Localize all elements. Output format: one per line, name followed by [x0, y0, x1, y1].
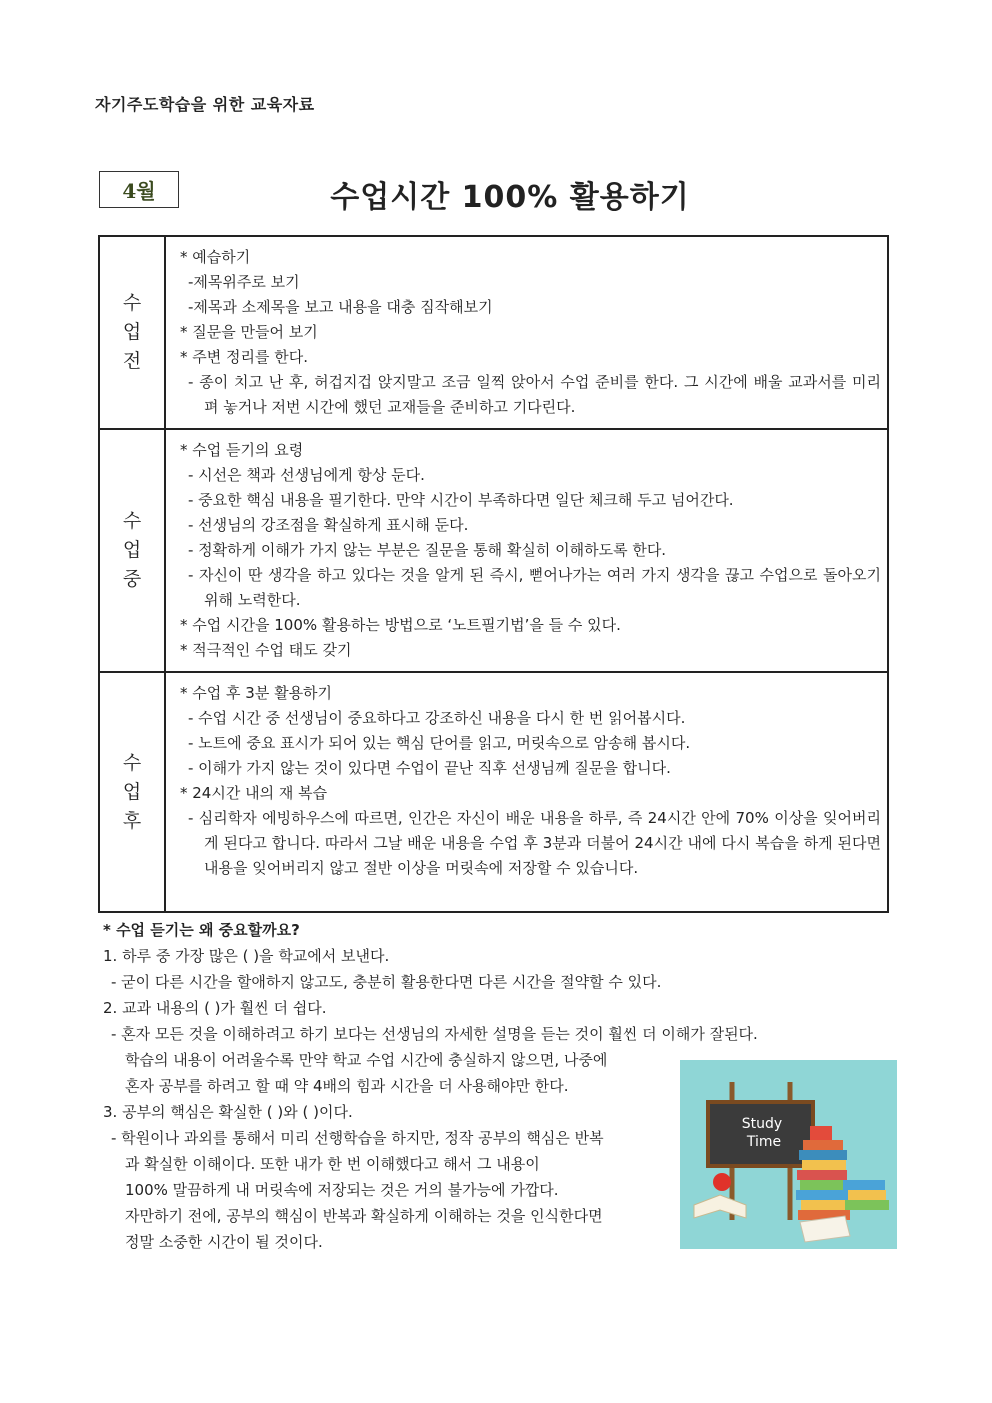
- section-heading: * 수업 듣기는 왜 중요할까요?: [103, 921, 300, 939]
- list-item: - 종이 치고 난 후, 허겁지겁 앉지말고 조금 일찍 앉아서 수업 준비를 한다. 그 시간에 배울 교과서를 미리 펴 놓거나 저번 시간에 했던 교재들을 준비하고 기다린다.: [188, 373, 881, 416]
- list-item: - 노트에 중요 표시가 되어 있는 핵심 단어를 읽고, 머릿속으로 암송해 봅시다.: [188, 734, 691, 752]
- section-content-after: [165, 672, 888, 912]
- list-item: * 주변 정리를 한다.: [180, 348, 309, 366]
- list-item: - 정확하게 이해가 가지 않는 부분은 질문을 통해 확실히 이해하도록 한다.: [188, 541, 667, 559]
- book-icon: [845, 1200, 889, 1210]
- book-icon: [799, 1150, 847, 1160]
- month-label: 4월: [99, 171, 179, 208]
- section-label-after: 수 업 후: [99, 672, 165, 912]
- list-item: * 수업 시간을 100% 활용하는 방법으로 ‘노트필기법’을 들 수 있다.: [180, 616, 621, 634]
- list-item: -제목위주로 보기: [188, 273, 300, 291]
- list-item: 과 확실한 이해이다. 또한 내가 한 번 이해했다고 해서 그 내용이: [125, 1155, 540, 1173]
- book-icon: [803, 1140, 843, 1150]
- section-label-before: 수 업 전: [99, 236, 165, 429]
- page-title: 수업시간 100% 활용하기: [330, 180, 690, 215]
- list-item: - 자신이 딴 생각을 하고 있다는 것을 알게 된 즉시, 뻗어나가는 여러 가지 생각을 끊고 수업으로 돌아오기 위해 노력한다.: [188, 566, 881, 609]
- book-icon: [802, 1160, 846, 1170]
- list-item: 학습의 내용이 어려울수록 만약 학교 수업 시간에 충실하지 않으면, 나중에: [125, 1051, 608, 1069]
- mug-icon: [810, 1126, 832, 1140]
- apple-icon: [713, 1173, 731, 1191]
- list-item: - 심리학자 에빙하우스에 따르면, 인간은 자신이 배운 내용을 하루, 즉 24시간 안에 70% 이상을 잊어버리게 된다고 합니다. 따라서 그날 배운 내용을 수업 후 3분과 더불어 24시간 내에 다시 복습을 하게 된다면 내용을 잊어버리지 않고 절반 이상을 머릿속에 저장할 수 있습니다.: [188, 809, 881, 877]
- book-icon: [796, 1190, 848, 1200]
- study-table: [98, 235, 889, 913]
- list-item: - 이해가 가지 않는 것이 있다면 수업이 끝난 직후 선생님께 질문을 합니다.: [188, 759, 671, 777]
- list-item: - 중요한 핵심 내용을 필기한다. 만약 시간이 부족하다면 일단 체크해 두고 넘어간다.: [188, 491, 734, 509]
- section-content-during: [165, 429, 888, 672]
- list-item: - 시선은 책과 선생님에게 항상 둔다.: [188, 466, 425, 484]
- list-item: * 수업 후 3분 활용하기: [180, 684, 333, 702]
- list-item: - 혼자 모든 것을 이해하려고 하기 보다는 선생님의 자세한 설명을 듣는 것이 훨씬 더 이해가 잘된다.: [111, 1025, 758, 1043]
- book-icon: [800, 1180, 846, 1190]
- section-before-class: [99, 236, 888, 429]
- book-icon: [848, 1190, 886, 1200]
- list-item: - 수업 시간 중 선생님이 중요하다고 강조하신 내용을 다시 한 번 읽어봅시다.: [188, 709, 686, 727]
- book-icon: [801, 1200, 849, 1210]
- list-item: 100% 말끔하게 내 머릿속에 저장되는 것은 거의 불가능에 가깝다.: [125, 1181, 559, 1199]
- list-item: - 학원이나 과외를 통해서 미리 선행학습을 하지만, 정작 공부의 핵심은 반복: [111, 1129, 604, 1147]
- list-item: * 적극적인 수업 태도 갖기: [180, 641, 352, 659]
- document-header-note: 자기주도학습을 위한 교육자료: [95, 95, 315, 114]
- list-item: * 예습하기: [180, 248, 251, 266]
- section-during-class: [99, 429, 888, 672]
- section-content-before: [165, 236, 888, 429]
- list-item: 2. 교과 내용의 ( )가 훨씬 더 쉽다.: [103, 999, 327, 1017]
- study-time-illustration: [680, 1060, 897, 1249]
- list-item: -제목과 소제목을 보고 내용을 대충 짐작해보기: [188, 298, 493, 316]
- list-item: - 선생님의 강조점을 확실하게 표시해 둔다.: [188, 516, 469, 534]
- book-icon: [797, 1170, 847, 1180]
- list-item: 혼자 공부를 하려고 할 때 약 4배의 힘과 시간을 더 사용해야만 한다.: [125, 1077, 569, 1095]
- list-item: 자만하기 전에, 공부의 핵심이 반복과 확실하게 이해하는 것을 인식한다면: [125, 1207, 603, 1225]
- list-item: 1. 하루 중 가장 많은 ( )을 학교에서 보낸다.: [103, 947, 390, 965]
- book-icon: [843, 1180, 885, 1190]
- list-item: * 수업 듣기의 요령: [180, 441, 304, 459]
- list-item: * 질문을 만들어 보기: [180, 323, 318, 341]
- section-label-during: 수 업 중: [99, 429, 165, 672]
- section-after-class: [99, 672, 888, 912]
- list-item: * 24시간 내의 재 복습: [180, 784, 328, 802]
- board-text-time: Time: [746, 1134, 782, 1150]
- board-text-study: Study: [741, 1116, 783, 1132]
- list-item: 3. 공부의 핵심은 확실한 ( )와 ( )이다.: [103, 1103, 353, 1121]
- list-item: - 굳이 다른 시간을 할애하지 않고도, 충분히 활용한다면 다른 시간을 절약할 수 있다.: [111, 973, 662, 991]
- list-item: 정말 소중한 시간이 될 것이다.: [125, 1233, 323, 1251]
